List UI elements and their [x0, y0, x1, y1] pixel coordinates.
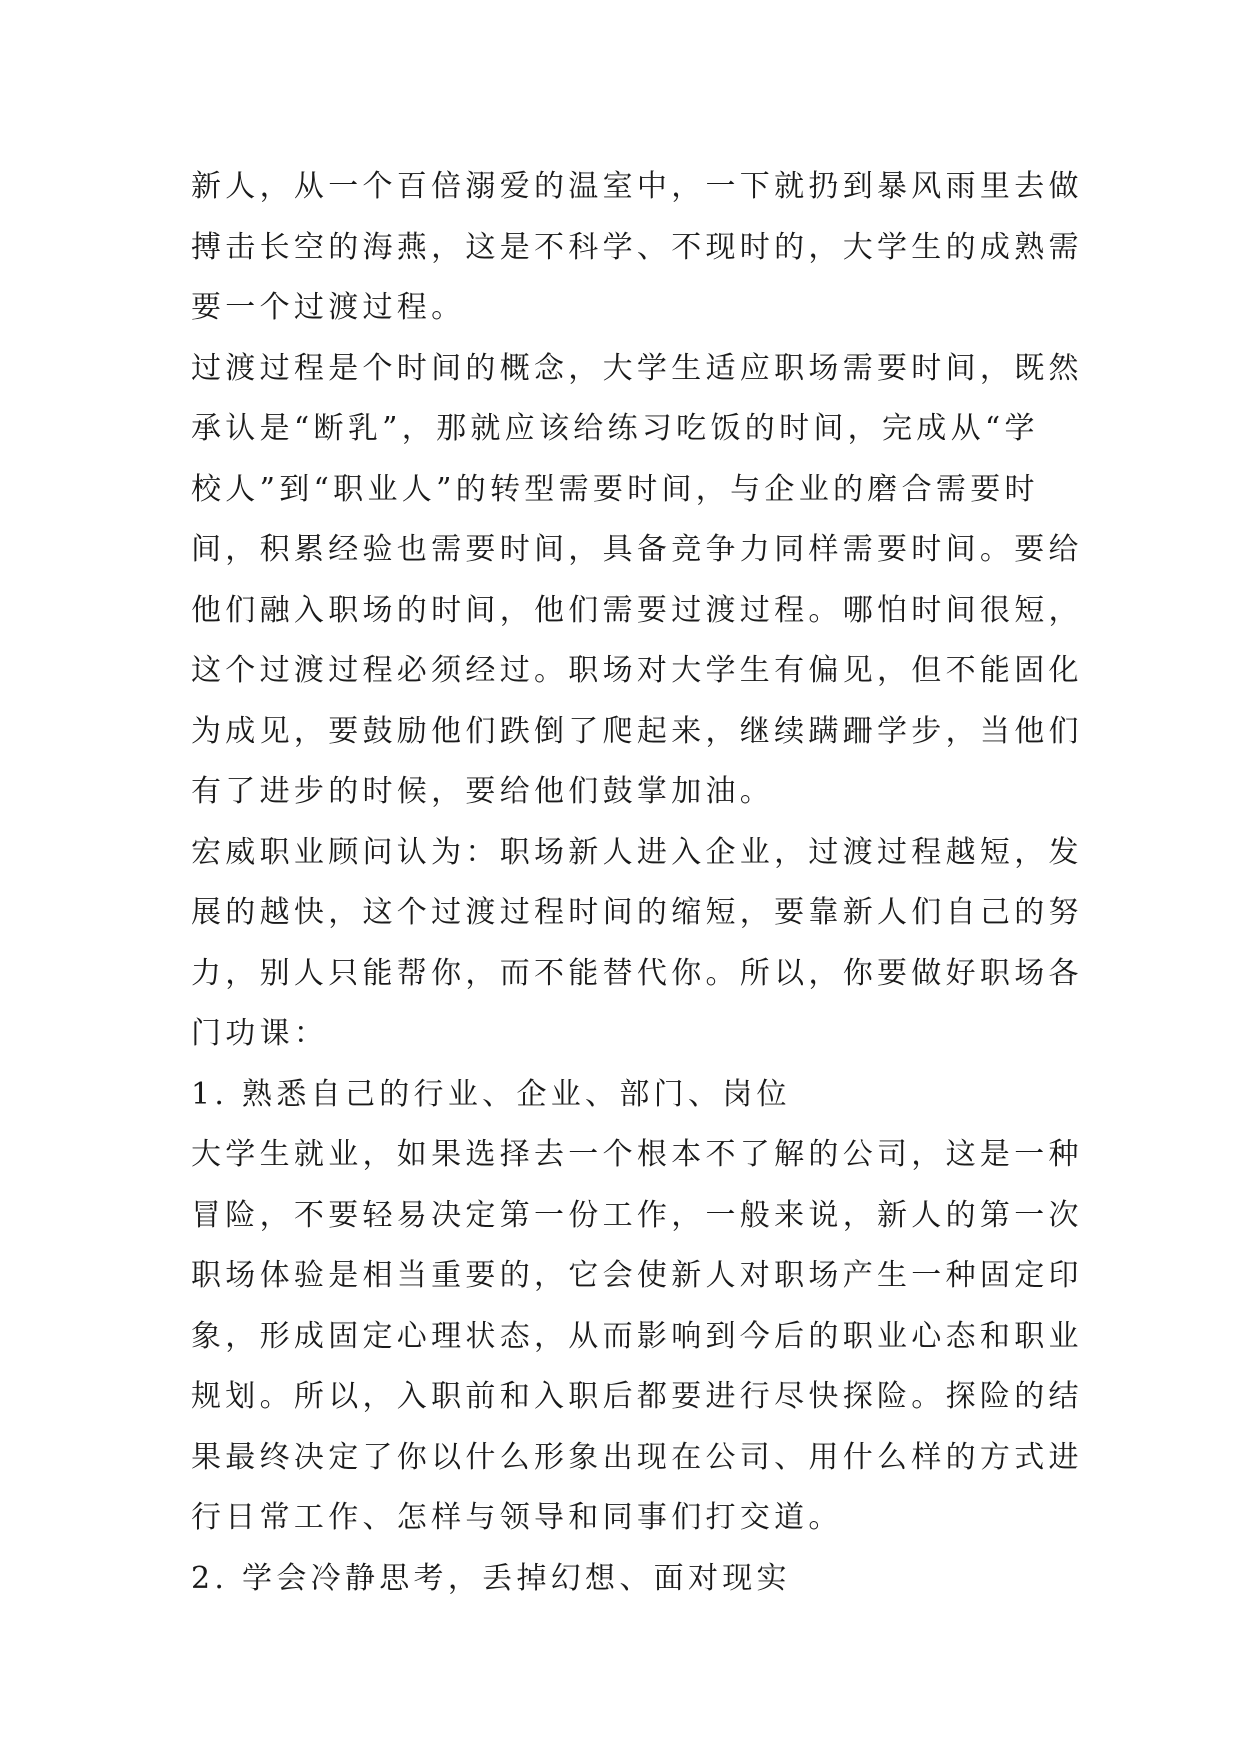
text-line: 校人”到“职业人”的转型需要时间，与企业的磨合需要时	[191, 471, 1039, 507]
text-line: 力，别人只能帮你，而不能替代你。所以，你要做好职场各	[191, 955, 1083, 991]
text-line: 承认是“断乳”，那就应该给练习吃饭的时间，完成从“学	[191, 411, 1039, 446]
text-line: 他们融入职场的时间，他们需要过渡过程。哪怕时间很短，	[191, 592, 1083, 628]
text-line: 规划。所以，入职前和入职后都要进行尽快探险。探险的结	[191, 1379, 1083, 1414]
text-line: 象，形成固定心理状态，从而影响到今后的职业心态和职业	[191, 1318, 1083, 1354]
section-heading-1: 1. 熟悉自己的行业、企业、部门、岗位	[191, 1076, 791, 1112]
text-line: 冒险，不要轻易决定第一份工作，一般来说，新人的第一次	[191, 1197, 1083, 1233]
text-line: 展的越快，这个过渡过程时间的缩短，要靠新人们自己的努	[191, 895, 1083, 930]
text-line: 间，积累经验也需要时间，具备竞争力同样需要时间。要给	[191, 532, 1083, 567]
text-line: 搏击长空的海燕，这是不科学、不现时的，大学生的成熟需	[191, 229, 1083, 265]
text-line: 要一个过渡过程。	[191, 290, 466, 325]
document-body	[191, 157, 1083, 1609]
text-line: 行日常工作、怎样与领导和同事们打交道。	[191, 1500, 843, 1535]
text-line: 大学生就业，如果选择去一个根本不了解的公司，这是一种	[191, 1137, 1083, 1172]
text-line: 门功课：	[191, 1016, 329, 1051]
text-line: 新人，从一个百倍溺爱的温室中，一下就扔到暴风雨里去做	[191, 169, 1083, 204]
text-line: 过渡过程是个时间的概念，大学生适应职场需要时间，既然	[191, 350, 1083, 386]
text-line: 这个过渡过程必须经过。职场对大学生有偏见，但不能固化	[191, 653, 1083, 688]
text-line: 有了进步的时候，要给他们鼓掌加油。	[191, 774, 775, 809]
section-heading-2: 2. 学会冷静思考，丢掉幻想、面对现实	[191, 1560, 791, 1596]
text-line: 宏威职业顾问认为：职场新人进入企业，过渡过程越短，发	[191, 834, 1083, 870]
text-line: 职场体验是相当重要的，它会使新人对职场产生一种固定印	[191, 1258, 1083, 1293]
text-line: 果最终决定了你以什么形象出现在公司、用什么样的方式进	[191, 1439, 1083, 1475]
text-line: 为成见，要鼓励他们跌倒了爬起来，继续蹒跚学步，当他们	[191, 713, 1083, 749]
